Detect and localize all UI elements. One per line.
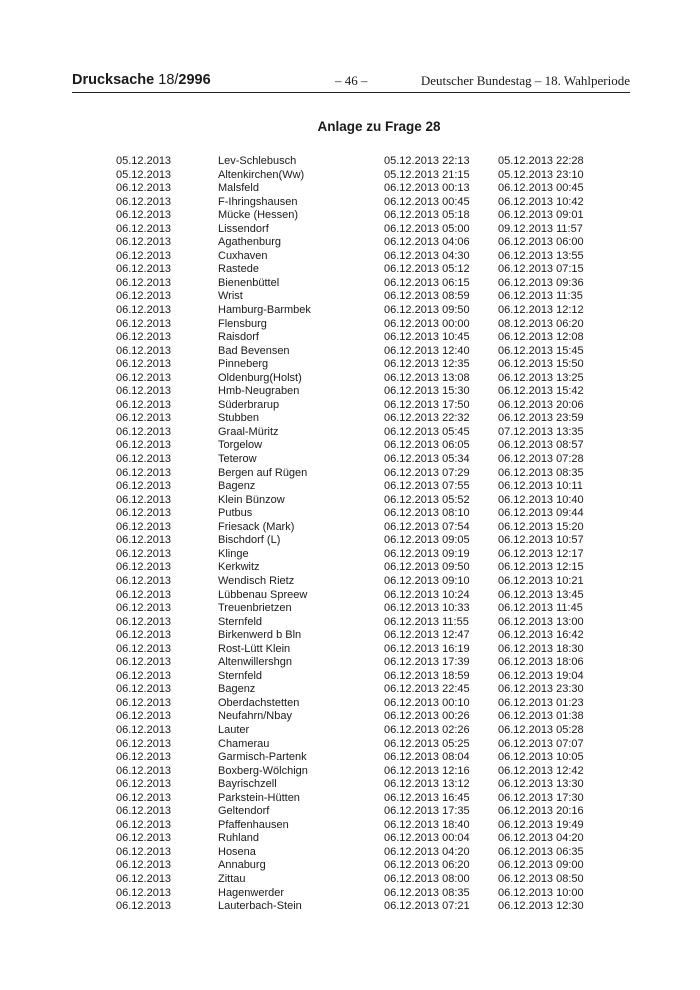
table-row bbox=[0, 399, 700, 413]
table-row bbox=[0, 859, 700, 873]
row-date: 05.12.2013 bbox=[116, 168, 172, 181]
row-start: 06.12.2013 09:50 bbox=[384, 561, 470, 574]
row-station: Klinge bbox=[218, 547, 249, 560]
row-date: 06.12.2013 bbox=[116, 222, 172, 235]
table-row bbox=[0, 805, 700, 819]
row-start: 06.12.2013 10:24 bbox=[384, 588, 470, 601]
table-row bbox=[0, 900, 700, 914]
row-station: Oldenburg(Holst) bbox=[218, 371, 302, 384]
row-station: Garmisch-Partenk bbox=[218, 751, 307, 764]
row-date: 06.12.2013 bbox=[116, 493, 172, 506]
row-start: 06.12.2013 12:16 bbox=[384, 764, 470, 777]
document-id-number-b: 2996 bbox=[178, 72, 211, 88]
row-station: Geltendorf bbox=[218, 805, 270, 818]
row-start: 06.12.2013 22:32 bbox=[384, 412, 470, 425]
row-end: 06.12.2013 01:38 bbox=[498, 710, 584, 723]
row-start: 06.12.2013 16:19 bbox=[384, 642, 470, 655]
row-date: 06.12.2013 bbox=[116, 195, 172, 208]
row-date: 06.12.2013 bbox=[116, 453, 172, 466]
row-start: 05.12.2013 22:13 bbox=[384, 155, 470, 167]
row-end: 06.12.2013 13:55 bbox=[498, 249, 584, 262]
document-id-prefix: Drucksache bbox=[72, 72, 159, 88]
row-date: 06.12.2013 bbox=[116, 425, 172, 438]
row-start: 06.12.2013 10:33 bbox=[384, 602, 470, 615]
row-date: 06.12.2013 bbox=[116, 398, 172, 411]
table-row bbox=[0, 331, 700, 345]
row-station: Lauter bbox=[218, 723, 250, 736]
table-row bbox=[0, 250, 700, 264]
row-station: Hamburg-Barmbek bbox=[218, 304, 311, 317]
row-end: 06.12.2013 13:45 bbox=[498, 588, 584, 601]
page-title: Anlage zu Frage 28 bbox=[317, 119, 441, 134]
row-start: 06.12.2013 18:59 bbox=[384, 669, 470, 682]
row-start: 05.12.2013 21:15 bbox=[384, 168, 470, 181]
table-row bbox=[0, 467, 700, 481]
row-date: 06.12.2013 bbox=[116, 737, 172, 750]
row-station: Lissendorf bbox=[218, 222, 269, 235]
row-station: Kerkwitz bbox=[218, 561, 260, 574]
row-date: 06.12.2013 bbox=[116, 263, 172, 276]
row-end: 06.12.2013 09:36 bbox=[498, 276, 584, 289]
row-end: 06.12.2013 04:20 bbox=[498, 832, 584, 845]
table-row bbox=[0, 534, 700, 548]
row-start: 06.12.2013 07:54 bbox=[384, 520, 470, 533]
table-row bbox=[0, 196, 700, 210]
table-row bbox=[0, 385, 700, 399]
row-start: 06.12.2013 00:04 bbox=[384, 832, 470, 845]
row-end: 06.12.2013 13:00 bbox=[498, 615, 584, 628]
row-station: Oberdachstetten bbox=[218, 696, 300, 709]
row-start: 06.12.2013 04:06 bbox=[384, 236, 470, 249]
row-end: 06.12.2013 09:00 bbox=[498, 859, 584, 872]
row-start: 06.12.2013 05:45 bbox=[384, 425, 470, 438]
row-station: Sternfeld bbox=[218, 615, 263, 628]
row-station: Bergen auf Rügen bbox=[218, 466, 308, 479]
table-row bbox=[0, 575, 700, 589]
row-station: Stubben bbox=[218, 412, 259, 425]
row-date: 06.12.2013 bbox=[116, 371, 172, 384]
row-station: Hosena bbox=[218, 845, 256, 858]
row-end: 06.12.2013 07:28 bbox=[498, 453, 584, 466]
table-row bbox=[0, 480, 700, 494]
table-row bbox=[0, 738, 700, 752]
row-start: 06.12.2013 05:25 bbox=[384, 737, 470, 750]
row-date: 06.12.2013 bbox=[116, 290, 172, 303]
row-date: 06.12.2013 bbox=[116, 344, 172, 357]
row-end: 06.12.2013 05:28 bbox=[498, 723, 584, 736]
row-date: 06.12.2013 bbox=[116, 859, 172, 872]
table-row bbox=[0, 358, 700, 372]
row-end: 06.12.2013 06:00 bbox=[498, 236, 584, 249]
row-end: 06.12.2013 07:15 bbox=[498, 263, 584, 276]
row-date: 06.12.2013 bbox=[116, 791, 172, 804]
row-end: 06.12.2013 23:30 bbox=[498, 683, 584, 696]
row-start: 06.12.2013 06:20 bbox=[384, 859, 470, 872]
publisher: Deutscher Bundestag – 18. Wahlperiode bbox=[420, 73, 630, 88]
row-station: Parkstein-Hütten bbox=[218, 791, 300, 804]
row-end: 06.12.2013 16:42 bbox=[498, 629, 584, 642]
table-row bbox=[0, 589, 700, 603]
row-end: 06.12.2013 11:35 bbox=[498, 290, 583, 303]
table-row bbox=[0, 710, 700, 724]
row-date: 06.12.2013 bbox=[116, 723, 172, 736]
row-end: 06.12.2013 13:30 bbox=[498, 778, 584, 791]
row-end: 06.12.2013 12:08 bbox=[498, 331, 584, 344]
row-start: 06.12.2013 08:00 bbox=[384, 872, 470, 885]
table-row bbox=[0, 304, 700, 318]
row-date: 06.12.2013 bbox=[116, 588, 172, 601]
row-end: 06.12.2013 12:42 bbox=[498, 764, 584, 777]
row-end: 05.12.2013 23:10 bbox=[498, 168, 584, 181]
row-start: 06.12.2013 07:29 bbox=[384, 466, 470, 479]
table-row bbox=[0, 697, 700, 711]
row-start: 06.12.2013 05:52 bbox=[384, 493, 470, 506]
row-end: 06.12.2013 10:00 bbox=[498, 886, 584, 899]
row-station: Ruhland bbox=[218, 832, 259, 845]
row-station: Rost-Lütt Klein bbox=[218, 642, 291, 655]
row-end: 06.12.2013 18:06 bbox=[498, 656, 584, 669]
table-row bbox=[0, 561, 700, 575]
row-start: 06.12.2013 22:45 bbox=[384, 683, 470, 696]
row-start: 06.12.2013 12:40 bbox=[384, 344, 470, 357]
row-station: Bagenz bbox=[218, 683, 256, 696]
row-date: 06.12.2013 bbox=[116, 696, 172, 709]
row-date: 06.12.2013 bbox=[116, 317, 172, 330]
table-row bbox=[0, 169, 700, 183]
row-station: Cuxhaven bbox=[218, 249, 268, 262]
table-row bbox=[0, 765, 700, 779]
table-row bbox=[0, 318, 700, 332]
table-row bbox=[0, 819, 700, 833]
row-end: 06.12.2013 10:42 bbox=[498, 195, 584, 208]
row-station: Pfaffenhausen bbox=[218, 818, 289, 831]
row-end: 06.12.2013 10:21 bbox=[498, 574, 584, 587]
table-row bbox=[0, 724, 700, 738]
row-end: 06.12.2013 15:45 bbox=[498, 344, 584, 357]
data-table bbox=[0, 155, 700, 914]
row-station: Torgelow bbox=[218, 439, 263, 452]
row-date: 06.12.2013 bbox=[116, 656, 172, 669]
row-date: 06.12.2013 bbox=[116, 845, 172, 858]
row-station: Lübbenau Spreew bbox=[218, 588, 308, 601]
row-start: 06.12.2013 04:20 bbox=[384, 845, 470, 858]
table-row bbox=[0, 155, 700, 169]
row-date: 06.12.2013 bbox=[116, 751, 172, 764]
row-station: Altenwillershgn bbox=[218, 656, 292, 669]
row-station: Agathenburg bbox=[218, 236, 281, 249]
row-station: Zittau bbox=[218, 872, 246, 885]
row-date: 06.12.2013 bbox=[116, 439, 172, 452]
row-start: 06.12.2013 05:18 bbox=[384, 209, 470, 222]
row-date: 06.12.2013 bbox=[116, 886, 172, 899]
row-end: 06.12.2013 12:15 bbox=[498, 561, 584, 574]
row-start: 06.12.2013 09:50 bbox=[384, 304, 470, 317]
row-start: 06.12.2013 00:45 bbox=[384, 195, 470, 208]
row-station: Mücke (Hessen) bbox=[218, 209, 299, 222]
row-start: 06.12.2013 07:21 bbox=[384, 900, 470, 913]
row-end: 06.12.2013 19:04 bbox=[498, 669, 584, 682]
row-end: 06.12.2013 19:49 bbox=[498, 818, 584, 831]
row-end: 06.12.2013 10:57 bbox=[498, 534, 584, 547]
row-date: 06.12.2013 bbox=[116, 358, 172, 371]
row-date: 06.12.2013 bbox=[116, 832, 172, 845]
row-end: 06.12.2013 11:45 bbox=[498, 602, 583, 615]
table-row bbox=[0, 778, 700, 792]
row-date: 06.12.2013 bbox=[116, 520, 172, 533]
row-end: 06.12.2013 10:40 bbox=[498, 493, 584, 506]
table-row bbox=[0, 670, 700, 684]
row-date: 06.12.2013 bbox=[116, 778, 172, 791]
row-start: 06.12.2013 02:26 bbox=[384, 723, 470, 736]
row-station: Friesack (Mark) bbox=[218, 520, 295, 533]
document-id bbox=[72, 72, 211, 88]
row-start: 06.12.2013 18:40 bbox=[384, 818, 470, 831]
row-date: 06.12.2013 bbox=[116, 507, 172, 520]
row-start: 06.12.2013 09:10 bbox=[384, 574, 470, 587]
row-end: 08.12.2013 06:20 bbox=[498, 317, 584, 330]
row-date: 06.12.2013 bbox=[116, 642, 172, 655]
row-start: 06.12.2013 11:55 bbox=[384, 615, 469, 628]
row-end: 05.12.2013 22:28 bbox=[498, 155, 584, 167]
table-row bbox=[0, 494, 700, 508]
table-row bbox=[0, 846, 700, 860]
table-row bbox=[0, 277, 700, 291]
table-row bbox=[0, 439, 700, 453]
row-end: 06.12.2013 09:44 bbox=[498, 507, 584, 520]
row-date: 06.12.2013 bbox=[116, 412, 172, 425]
row-end: 06.12.2013 13:25 bbox=[498, 371, 584, 384]
row-station: Hmb-Neugraben bbox=[218, 385, 300, 398]
row-start: 06.12.2013 08:10 bbox=[384, 507, 470, 520]
row-start: 06.12.2013 13:12 bbox=[384, 778, 470, 791]
table-row bbox=[0, 182, 700, 196]
table-row bbox=[0, 873, 700, 887]
row-date: 06.12.2013 bbox=[116, 900, 172, 913]
row-date: 06.12.2013 bbox=[116, 480, 172, 493]
row-end: 06.12.2013 12:12 bbox=[498, 304, 584, 317]
table-row bbox=[0, 832, 700, 846]
table-row bbox=[0, 656, 700, 670]
row-start: 06.12.2013 06:15 bbox=[384, 276, 470, 289]
row-end: 06.12.2013 23:59 bbox=[498, 412, 584, 425]
row-date: 06.12.2013 bbox=[116, 276, 172, 289]
row-date: 06.12.2013 bbox=[116, 561, 172, 574]
row-start: 06.12.2013 00:10 bbox=[384, 696, 470, 709]
row-start: 06.12.2013 00:00 bbox=[384, 317, 470, 330]
row-start: 06.12.2013 15:30 bbox=[384, 385, 470, 398]
row-end: 07.12.2013 13:35 bbox=[498, 425, 584, 438]
row-station: Malsfeld bbox=[218, 182, 259, 195]
row-start: 06.12.2013 00:13 bbox=[384, 182, 470, 195]
row-start: 06.12.2013 07:55 bbox=[384, 480, 470, 493]
row-end: 06.12.2013 07:07 bbox=[498, 737, 584, 750]
row-station: Wrist bbox=[218, 290, 243, 303]
row-station: Bagenz bbox=[218, 480, 256, 493]
table-row bbox=[0, 643, 700, 657]
row-date: 06.12.2013 bbox=[116, 574, 172, 587]
row-end: 06.12.2013 15:50 bbox=[498, 358, 584, 371]
row-start: 06.12.2013 00:26 bbox=[384, 710, 470, 723]
row-station: Putbus bbox=[218, 507, 253, 520]
row-start: 06.12.2013 08:35 bbox=[384, 886, 470, 899]
row-station: Boxberg-Wölchign bbox=[218, 764, 308, 777]
row-station: Bischdorf (L) bbox=[218, 534, 281, 547]
row-end: 06.12.2013 00:45 bbox=[498, 182, 584, 195]
row-date: 06.12.2013 bbox=[116, 669, 172, 682]
row-end: 06.12.2013 01:23 bbox=[498, 696, 584, 709]
row-station: Flensburg bbox=[218, 317, 267, 330]
row-end: 06.12.2013 08:35 bbox=[498, 466, 584, 479]
row-station: Treuenbrietzen bbox=[218, 602, 292, 615]
table-row bbox=[0, 751, 700, 765]
row-end: 06.12.2013 09:01 bbox=[498, 209, 584, 222]
row-date: 06.12.2013 bbox=[116, 805, 172, 818]
table-row bbox=[0, 548, 700, 562]
table-row bbox=[0, 602, 700, 616]
row-date: 06.12.2013 bbox=[116, 764, 172, 777]
row-date: 06.12.2013 bbox=[116, 385, 172, 398]
row-start: 06.12.2013 10:45 bbox=[384, 331, 470, 344]
row-date: 06.12.2013 bbox=[116, 547, 172, 560]
row-end: 06.12.2013 15:42 bbox=[498, 385, 584, 398]
row-station: F-Ihringshausen bbox=[218, 195, 298, 208]
row-date: 06.12.2013 bbox=[116, 872, 172, 885]
row-station: Süderbrarup bbox=[218, 398, 280, 411]
row-end: 06.12.2013 12:17 bbox=[498, 547, 584, 560]
row-start: 06.12.2013 09:19 bbox=[384, 547, 470, 560]
page-number: – 46 – bbox=[335, 73, 368, 88]
row-date: 06.12.2013 bbox=[116, 249, 172, 262]
row-start: 06.12.2013 05:34 bbox=[384, 453, 470, 466]
table-row bbox=[0, 236, 700, 250]
row-station: Birkenwerd b Bln bbox=[218, 629, 302, 642]
row-date: 06.12.2013 bbox=[116, 683, 172, 696]
row-date: 06.12.2013 bbox=[116, 818, 172, 831]
row-end: 06.12.2013 18:30 bbox=[498, 642, 584, 655]
table-row bbox=[0, 683, 700, 697]
row-end: 06.12.2013 06:35 bbox=[498, 845, 584, 858]
row-start: 06.12.2013 16:45 bbox=[384, 791, 470, 804]
table-row bbox=[0, 629, 700, 643]
row-station: Rastede bbox=[218, 263, 259, 276]
row-date: 05.12.2013 bbox=[116, 155, 172, 167]
row-station: Lev-Schlebusch bbox=[218, 155, 297, 167]
row-start: 06.12.2013 13:08 bbox=[384, 371, 470, 384]
row-date: 06.12.2013 bbox=[116, 304, 172, 317]
row-start: 06.12.2013 08:04 bbox=[384, 751, 470, 764]
table-row bbox=[0, 209, 700, 223]
row-start: 06.12.2013 04:30 bbox=[384, 249, 470, 262]
row-end: 06.12.2013 15:20 bbox=[498, 520, 584, 533]
row-date: 06.12.2013 bbox=[116, 710, 172, 723]
row-end: 06.12.2013 20:06 bbox=[498, 398, 584, 411]
row-station: Bayrischzell bbox=[218, 778, 277, 791]
document-id-number-a: 18/ bbox=[158, 72, 179, 88]
table-row bbox=[0, 345, 700, 359]
table-row bbox=[0, 290, 700, 304]
row-station: Hagenwerder bbox=[218, 886, 285, 899]
row-date: 06.12.2013 bbox=[116, 466, 172, 479]
row-station: Klein Bünzow bbox=[218, 493, 285, 506]
row-station: Raisdorf bbox=[218, 331, 259, 344]
row-station: Bad Bevensen bbox=[218, 344, 290, 357]
row-start: 06.12.2013 12:47 bbox=[384, 629, 470, 642]
row-station: Neufahrn/Nbay bbox=[218, 710, 292, 723]
row-station: Teterow bbox=[218, 453, 257, 466]
row-end: 06.12.2013 08:57 bbox=[498, 439, 584, 452]
row-start: 06.12.2013 09:05 bbox=[384, 534, 470, 547]
table-row bbox=[0, 412, 700, 426]
table-row bbox=[0, 507, 700, 521]
row-date: 06.12.2013 bbox=[116, 602, 172, 615]
row-end: 06.12.2013 10:11 bbox=[498, 480, 583, 493]
row-date: 06.12.2013 bbox=[116, 331, 172, 344]
row-start: 06.12.2013 06:05 bbox=[384, 439, 470, 452]
row-start: 06.12.2013 17:39 bbox=[384, 656, 470, 669]
table-row bbox=[0, 616, 700, 630]
table-row bbox=[0, 372, 700, 386]
table-row bbox=[0, 792, 700, 806]
row-station: Graal-Müritz bbox=[218, 425, 279, 438]
row-station: Annaburg bbox=[218, 859, 266, 872]
row-station: Altenkirchen(Ww) bbox=[218, 168, 305, 181]
row-start: 06.12.2013 08:59 bbox=[384, 290, 470, 303]
table-row bbox=[0, 223, 700, 237]
table-row bbox=[0, 521, 700, 535]
page-header bbox=[72, 72, 630, 93]
row-station: Lauterbach-Stein bbox=[218, 900, 302, 913]
row-start: 06.12.2013 05:00 bbox=[384, 222, 470, 235]
row-date: 06.12.2013 bbox=[116, 534, 172, 547]
row-station: Pinneberg bbox=[218, 358, 269, 371]
row-end: 06.12.2013 17:30 bbox=[498, 791, 584, 804]
row-station: Bienenbüttel bbox=[218, 276, 280, 289]
row-station: Wendisch Rietz bbox=[218, 574, 295, 587]
row-start: 06.12.2013 12:35 bbox=[384, 358, 470, 371]
row-end: 06.12.2013 12:30 bbox=[498, 900, 584, 913]
row-end: 06.12.2013 10:05 bbox=[498, 751, 584, 764]
row-date: 06.12.2013 bbox=[116, 629, 172, 642]
table-row bbox=[0, 426, 700, 440]
row-start: 06.12.2013 05:12 bbox=[384, 263, 470, 276]
row-start: 06.12.2013 17:50 bbox=[384, 398, 470, 411]
row-date: 06.12.2013 bbox=[116, 615, 172, 628]
row-station: Sternfeld bbox=[218, 669, 263, 682]
table-row bbox=[0, 453, 700, 467]
table-row bbox=[0, 263, 700, 277]
row-date: 06.12.2013 bbox=[116, 209, 172, 222]
row-end: 06.12.2013 20:16 bbox=[498, 805, 584, 818]
row-end: 06.12.2013 08:50 bbox=[498, 872, 584, 885]
row-station: Chamerau bbox=[218, 737, 270, 750]
table-row bbox=[0, 887, 700, 901]
row-start: 06.12.2013 17:35 bbox=[384, 805, 470, 818]
row-date: 06.12.2013 bbox=[116, 236, 172, 249]
row-end: 09.12.2013 11:57 bbox=[498, 222, 583, 235]
row-date: 06.12.2013 bbox=[116, 182, 172, 195]
